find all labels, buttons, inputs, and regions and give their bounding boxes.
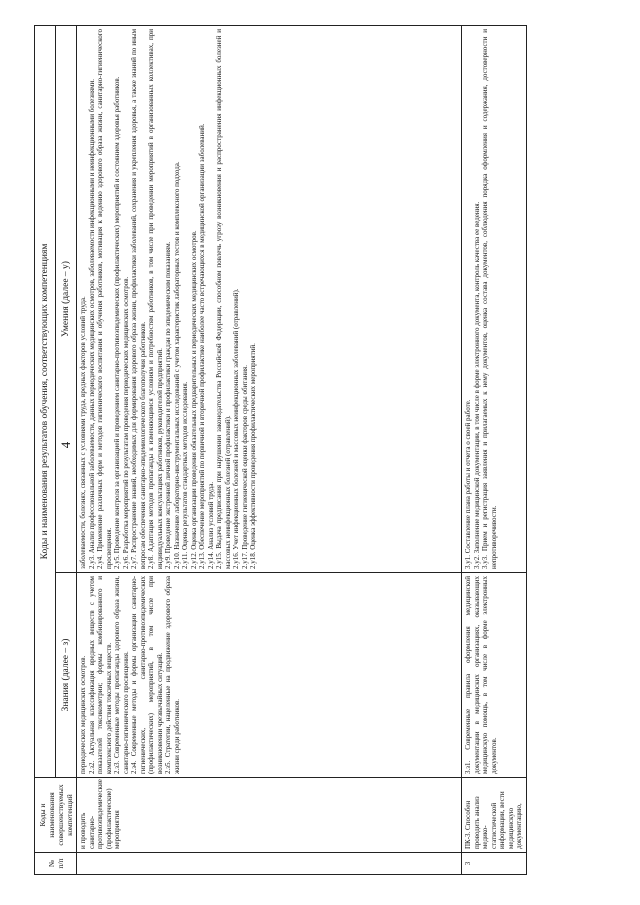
list-item: заболеваемости, болезнях, связанных с условиями труда, вредных факторов условий труда. bbox=[79, 296, 87, 569]
competency-table bbox=[34, 25, 527, 875]
list-item: 2.у4. Применение различных форм и методов гигиенического воспитания и обучения работников, мотивация к ведению здорового образа жизни, санитарно-гигиенического просвещения. bbox=[96, 29, 113, 569]
knowledge-cell bbox=[462, 573, 527, 778]
list-item: 2.у11. Оценка результатов стандартных методов исследования. bbox=[181, 381, 189, 569]
list-item: 3.у2. Заполнение медицинской документации, в том числе в форме электронного документа, контроль качества ее ведения. bbox=[472, 201, 481, 569]
list-item: 2.у15. Выдача предписания при нарушении законодательства Российской Федерации, способном повлечь угрозу возникновения и распространения инфекционных болезней и массовых неинфекционных болезней (отравлений). bbox=[215, 29, 232, 569]
list-item: 3.у1. Составление плана работы и отчета о своей работе. bbox=[464, 399, 472, 569]
list-item: 2.у18. Оценка эффективности проведения профилактических мероприятий. bbox=[249, 343, 257, 569]
list-item: 2.у8. Адаптация методов пропаганды к изменяющимся условиям и потребностям работников, в том числе при проведении мероприятий в организованных коллективах, при индивидуальных консультациях работников, руководителей предприятий. bbox=[147, 29, 164, 569]
header-num: № п/п bbox=[35, 853, 77, 875]
knowledge-cell bbox=[77, 573, 462, 778]
header-row-1 bbox=[35, 26, 56, 875]
list-item: 2.у3. Анализ профессиональной заболеваемости, данных периодических медицинских осмотров, заболеваемости инфекционными и неинфекционными болезнями. bbox=[87, 78, 96, 569]
list-item: 2.у17. Проведение гигиенической оценки факторов среды обитания. bbox=[240, 364, 249, 569]
page-number: 4 bbox=[58, 441, 73, 449]
table-row bbox=[462, 26, 527, 875]
header-results: Коды и наименования результатов обучения, соответствующих компетенциям bbox=[35, 26, 56, 778]
list-item: 2.у5. Проведение контроля за организацией и проведением санитарно-противоэпидемических (профилактических) мероприятий и состоянием здоровья работников. bbox=[113, 76, 121, 569]
header-knowledge: Знания (далее – з) bbox=[56, 573, 77, 778]
list-item: 2.у13. Обеспечение мероприятий по первичной и вторичной профилактике наиболее часто встречающихся в медицинской организации заболеваний. bbox=[198, 123, 206, 569]
list-item: 2.з4. Современные методы и формы организации санитарно-гигиенических, санитарно-противоэпидемических (профилактических) мероприятий, в том числе при возникновении чрезвычайных ситуаций. bbox=[130, 576, 164, 774]
list-item: 2.у7. Распространение знаний, необходимых для формирования здорового образа жизни, профилактики заболеваний, сохранения и укрепления здоровья, а также знаний по иным вопросам обеспечения санитарно-эпидемиологического благополучия работников. bbox=[130, 29, 147, 569]
list-item: 2.з3. Современные методы пропаганды здорового образа жизни, санитарно-гигиенического просвещения. bbox=[113, 576, 130, 774]
list-item: 2.у10. Назначение лабораторно-инструментальных исследований с учетом характеристик лабораторных тестов и комплексного подхода. bbox=[172, 161, 181, 569]
table-row bbox=[77, 26, 462, 875]
header-row-2 bbox=[56, 26, 77, 875]
competency-cell: ПК-3. Способен проводить анализ медико-статистической информации, вести медицинскую документацию, bbox=[462, 778, 527, 853]
list-item: 2.з2. Актуальная классификация вредных веществ с учетом показателей токсикометрии; формы комбинированного и комплексного действия токсичных веществ. bbox=[87, 576, 113, 774]
list-item: 3.у3. Прием и регистрация заявления и прилагаемых к нему документов, оценка состава документов, соблюдения порядка оформления и содержания, достоверности и непротиворечивости. bbox=[481, 29, 498, 569]
list-item: 2.у16. Учет инфекционных болезней и массовых неинфекционных заболеваний (отравлений). bbox=[232, 288, 240, 569]
list-item: 2.з5. Стратегии, нацеленные на продвижение здорового образа жизни среди работников. bbox=[164, 576, 181, 774]
skills-cell bbox=[77, 26, 462, 573]
list-item: 2.у6. Разработка мероприятий по результатам проведения периодических медицинских осмотров. bbox=[121, 276, 130, 569]
competency-cell: и проводить санитарно-противоэпидемические (профилактические) мероприятия bbox=[77, 778, 462, 853]
list-item: периодических медицинских осмотров. bbox=[79, 655, 87, 774]
list-item: 2.у14. Анализ условий труда. bbox=[206, 481, 215, 569]
list-item: 3.з1. Современные правила оформления медицинской документации в медицинских организациях, оказывающих медицинскую помощь, в том числе в форме электронных документов. bbox=[464, 576, 498, 774]
header-codes: Коды и наименования совершенствуемых компетенций bbox=[35, 778, 77, 853]
header-skills: Умения (далее – у) bbox=[56, 26, 77, 573]
row-number: 3 bbox=[462, 853, 527, 875]
skills-cell bbox=[462, 26, 527, 573]
list-item: 2.у12. Оценка организации проведения обязательных предварительных и периодических медицинских осмотров. bbox=[189, 230, 198, 569]
list-item: 2.у9. Проведение экстренной личной профилактики и профилактики граждан по эпидемическим показаниям. bbox=[164, 241, 172, 569]
row-number bbox=[77, 853, 462, 875]
